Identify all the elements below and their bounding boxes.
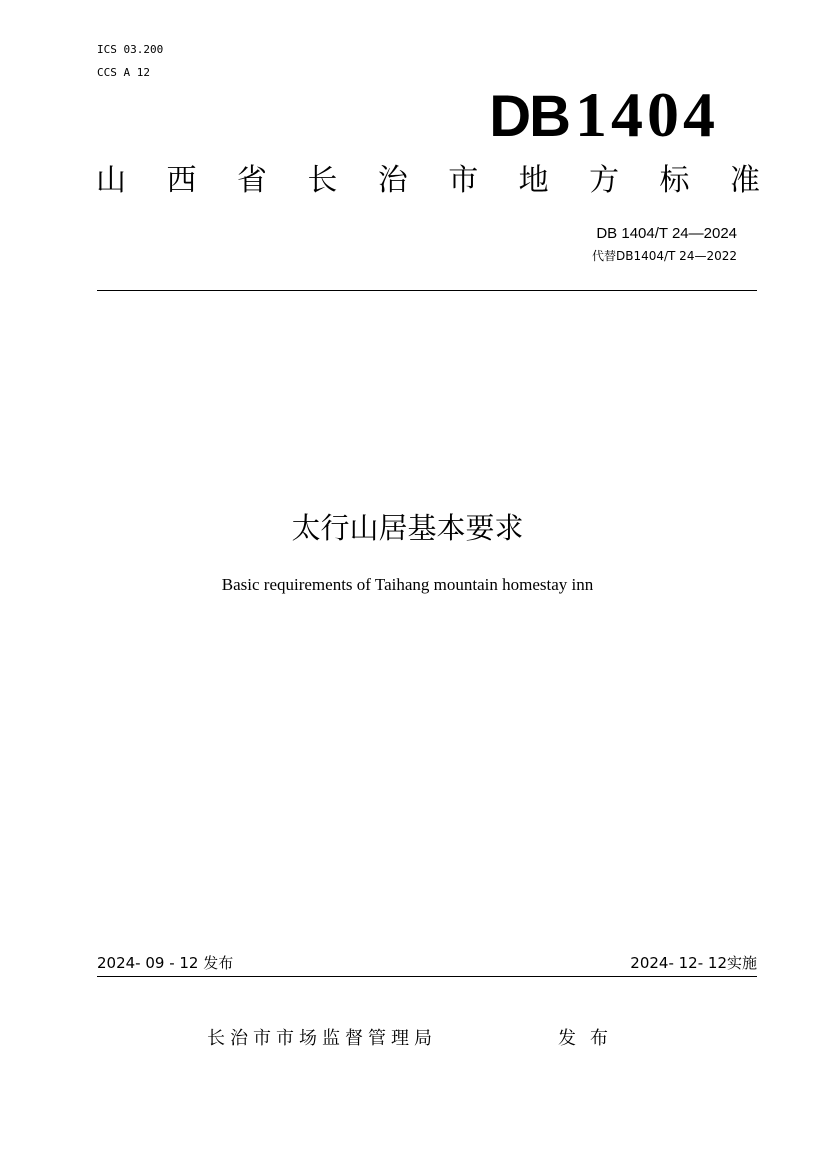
document-title-en: Basic requirements of Taihang mountain homestay inn bbox=[221, 575, 594, 594]
replaces-standard-number: 代替DB1404/T 24—2022 bbox=[591, 249, 737, 263]
standard-level-char: 治 bbox=[377, 163, 408, 198]
standard-level-char: 西 bbox=[166, 163, 197, 198]
ccs-code: CCS A 12 bbox=[97, 66, 150, 79]
standard-level-char: 标 bbox=[659, 163, 690, 198]
standard-number: DB 1404/T 24—2024 bbox=[596, 225, 737, 242]
db-region-code: 1404 bbox=[575, 79, 719, 150]
footer-divider bbox=[97, 976, 757, 977]
db-prefix: DB bbox=[489, 84, 569, 149]
publish-date: 2024- 09 - 12 发布 bbox=[97, 954, 234, 972]
standard-level-char: 地 bbox=[518, 163, 549, 198]
issue-verb: 发布 bbox=[558, 1028, 622, 1049]
standard-level-char: 准 bbox=[729, 163, 760, 198]
header-divider bbox=[97, 290, 757, 291]
standard-level-char: 长 bbox=[307, 163, 338, 198]
issuing-authority: 长治市市场监督管理局 bbox=[207, 1028, 437, 1049]
document-title-cn: 太行山居基本要求 bbox=[291, 511, 524, 545]
standard-level-char: 山 bbox=[96, 163, 126, 198]
standard-level-char: 市 bbox=[448, 163, 479, 198]
ics-code: ICS 03.200 bbox=[97, 43, 164, 56]
implementation-date: 2024- 12- 12实施 bbox=[630, 954, 757, 972]
standard-level-char: 方 bbox=[589, 163, 620, 198]
db-standard-mark bbox=[489, 80, 719, 152]
standard-level-heading bbox=[96, 160, 760, 202]
standard-level-char: 省 bbox=[236, 163, 267, 198]
